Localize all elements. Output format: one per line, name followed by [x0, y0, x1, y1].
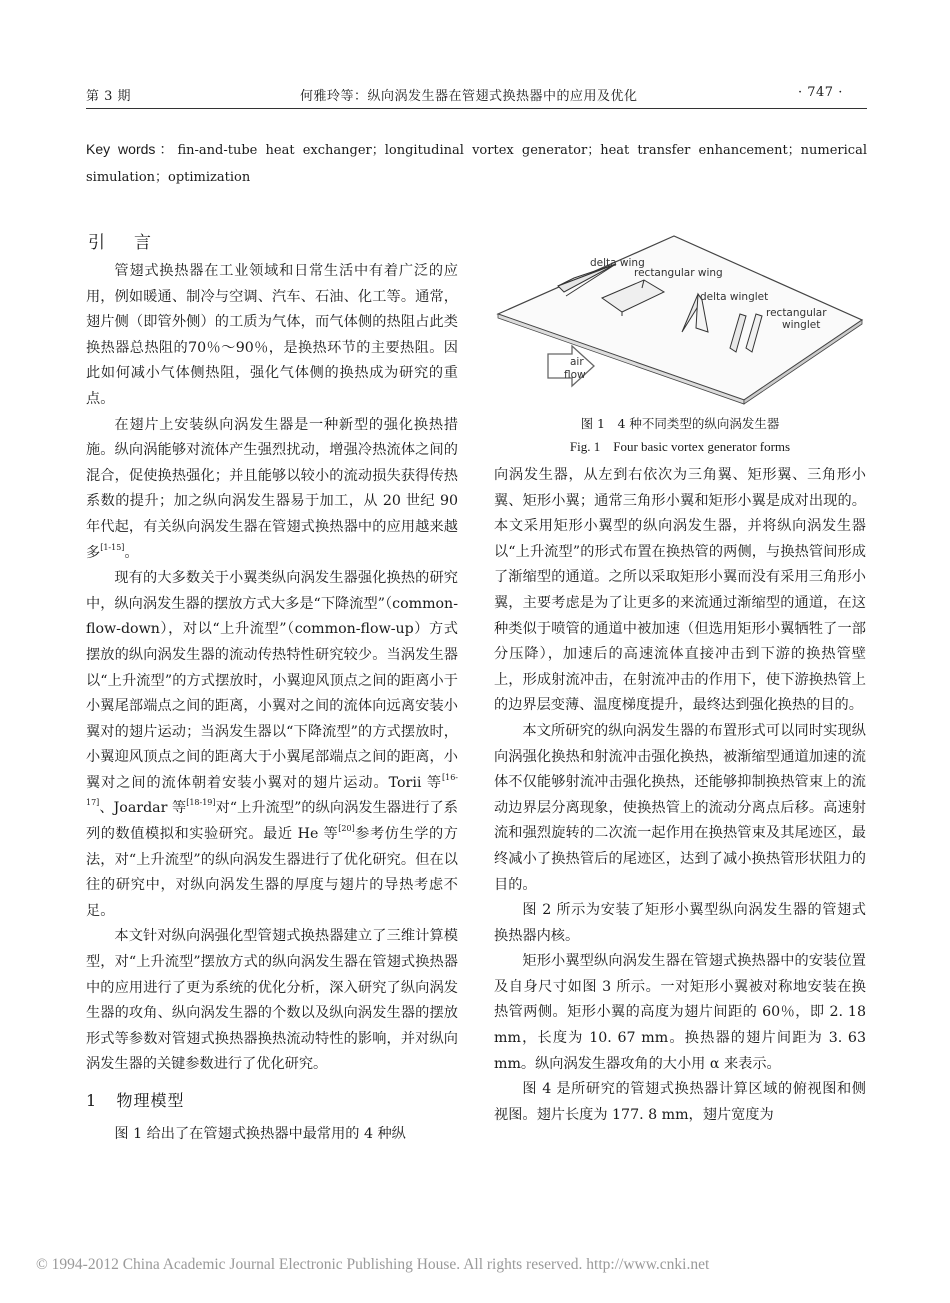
rectangular-winglet-label: rectangular	[766, 307, 827, 319]
left-column	[86, 259, 458, 1147]
figure-1-caption-en: Fig. 1 Four basic vortex generator forms	[569, 439, 791, 454]
paragraph: 图 1 给出了在管翅式换热器中最常用的 4 种纵	[114, 1125, 406, 1142]
page-number: · 747 ·	[798, 85, 843, 100]
figure-1-caption-cn: 图 1 4 种不同类型的纵向涡发生器	[580, 416, 780, 431]
figure-1-vortex-generators	[494, 228, 866, 406]
section-title: 物理模型	[116, 1091, 185, 1110]
keywords-label: Key words：	[86, 141, 178, 157]
delta-wing-label: delta wing	[590, 257, 645, 269]
flow-label: flow	[564, 369, 586, 381]
paragraph: 本文所研究的纵向涡发生器的布置形式可以同时实现纵向涡强化换热和射流冲击强化换热，被渐缩型通道加速的流体不仅能够射流冲击强化换热，还能够抑制换热管束上的流动边界层分离现象，使换热管上的流动分离点后移。高速射流和强烈旋转的二次流一起作用在换热管束及其尾迹区，最终减小了换热管后的尾迹区，达到了减小换热管形状阻力的目的。	[494, 722, 866, 893]
section-heading-intro: 引 言	[88, 233, 157, 253]
copyright-footer: © 1994-2012 China Academic Journal Electronic Publishing House. All rights reserved. http://www.cnki.net	[36, 1256, 710, 1273]
citation: [16-17]	[86, 772, 458, 808]
paragraph: 向涡发生器，从左到右依次为三角翼、矩形翼、三角形小翼、矩形小翼；通常三角形小翼和矩形小翼是成对出现的。本文采用矩形小翼型的纵向涡发生器，并将纵向涡发生器以“上升流型”的形式布置在换热管的两侧，与换热管间形成了渐缩型的通道。之所以采取矩形小翼而没有采用三角形小翼，主要考虑是为了让更多的来流通过渐缩型的通道，在这种类似于喷管的通道中被加速（但选用矩形小翼牺牲了一部分压降），加速后的高速流体直接冲击到下游的换热管壁上，形成射流冲击，在射流冲击的作用下，使下游换热管上的边界层变薄、温度梯度提升，最终达到强化换热的目的。	[494, 467, 866, 714]
paragraph: 图 4 是所研究的管翅式换热器计算区域的俯视图和侧视图。翅片长度为 177. 8 mm，翅片宽度为	[494, 1081, 866, 1123]
delta-winglet-label: delta winglet	[700, 291, 769, 303]
paragraph: 本文针对纵向涡强化型管翅式换热器建立了三维计算模型，对“上升流型”摆放方式的纵向涡发生器在管翅式换热器中的应用进行了更为系统的优化分析，深入研究了纵向涡发生器的攻角、纵向涡发生器的个数以及纵向涡发生器的摆放形式等参数对管翅式换热器换热流动特性的影响，并对纵向涡发生器的关键参数进行了优化研究。	[86, 928, 458, 1073]
header-rule	[86, 108, 867, 109]
paragraph: 图 2 所示为安装了矩形小翼型纵向涡发生器的管翅式换热器内核。	[494, 902, 866, 944]
keywords-line-2: simulation；optimization	[86, 170, 251, 185]
section-number: 1	[86, 1091, 97, 1110]
section-heading-1	[86, 1088, 458, 1114]
citation: [1-15]	[100, 542, 125, 552]
keywords-block	[86, 136, 867, 191]
paragraph: 矩形小翼型纵向涡发生器在管翅式换热器中的安装位置及自身尺寸如图 3 所示。一对矩形小翼被对称地安装在换热管两侧。矩形小翼的高度为翅片间距的 60％，即 2. 18 mm，长度为 10. 67 mm。换热器的翅片间距为 3. 63 mm。纵向涡发生器攻角的大小用 α 来表示。	[494, 953, 866, 1072]
rectangular-wing-label: rectangular wing	[634, 267, 723, 279]
citation: [18-19]	[186, 798, 216, 808]
air-label: air	[570, 356, 584, 368]
paragraph: 管翅式换热器在工业领域和日常生活中有着广泛的应用，例如暖通、制冷与空调、汽车、石油、化工等。通常，翅片侧（即管外侧）的工质为气体，而气体侧的热阻占此类换热器总热阻的70％～90％，是换热环节的主要热阻。因此如何减小气体侧热阻，强化气体侧的换热成为研究的重点。	[86, 263, 458, 407]
running-title: 何雅玲等：纵向涡发生器在管翅式换热器中的应用及优化	[300, 89, 638, 104]
issue-number: 第 3 期	[86, 89, 132, 104]
paragraph: 在翅片上安装纵向涡发生器是一种新型的强化换热措施。纵向涡能够对流体产生强烈扰动，增强冷热流体之间的混合，促使换热强化；并且能够以较小的流动损失获得传热系数的提升；加之纵向涡发生器易于加工，从 20 世纪 90 年代起，有关纵向涡发生器在管翅式换热器中的应用越来越多[1-15]。	[86, 416, 458, 561]
winglet-label: winglet	[782, 319, 821, 331]
citation: [20]	[338, 824, 355, 834]
paragraph: 现有的大多数关于小翼类纵向涡发生器强化换热的研究中，纵向涡发生器的摆放方式大多是“下降流型”（common-flow-down），对以“上升流型”（common-flow-up）方式摆放的纵向涡发生器的流动传热特性研究较少。当涡发生器以“上升流型”的方式摆放时，小翼迎风顶点之间的距离小于小翼尾部端点之间的距离，小翼对之间的流体向远离安装小翼对的翅片运动；当涡发生器以“下降流型”的方式摆放时，小翼迎风顶点之间的距离大于小翼尾部端点之间的距离，小翼对之间的流体朝着安装小翼对的翅片运动。Torii 等[16-17]、Joardar 等[18-19]对“上升流型”的纵向涡发生器进行了系列的数值模拟和实验研究。最近 He 等[20]参考仿生学的方法，对“上升流型”的纵向涡发生器进行了优化研究。但在以往的研究中，对纵向涡发生器的厚度与翅片的导热考虑不足。	[86, 570, 458, 919]
keywords-line-1: fin-and-tube heat exchanger；longitudinal vortex generator；heat transfer enhancement；numerical	[177, 143, 867, 158]
right-column	[494, 463, 866, 1128]
